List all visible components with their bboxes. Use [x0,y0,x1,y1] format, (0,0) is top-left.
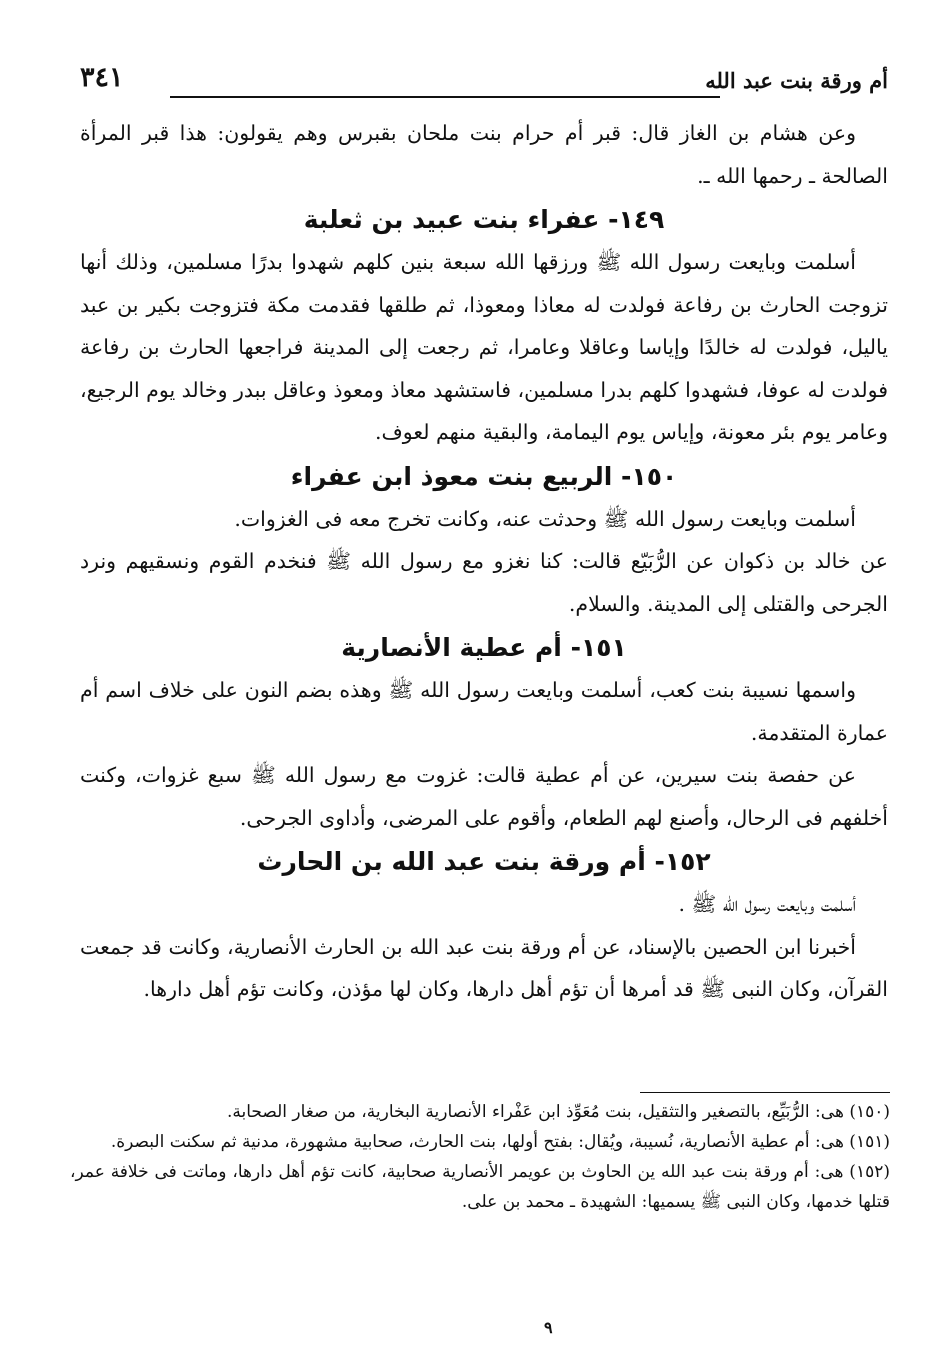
paragraph-151-b: عن حفصة بنت سيرين، عن أم عطية قالت: غزوت مع رسول الله ﷺ سبع غزوات، وكنت أخلفهم فى الرحال، وأصنع لهم الطعام، وأقوم على المرضى، وأداوى الجرحى. [80,763,888,830]
page-header [80,62,888,106]
running-title: أم ورقة بنت عبد الله [705,68,888,93]
main-text [80,112,888,1011]
paragraph-150-a: أسلمت وبايعت رسول الله ﷺ وحدثت عنه، وكانت تخرج معه فى الغزوات. [234,506,856,531]
paragraph-152-a: أسلمت وبايعت رسول الله ﷺ . [678,892,856,916]
section-heading-152: ١٥٢- أم ورقة بنت عبد الله بن الحارث [257,847,711,876]
paragraph-151-a: واسمها نسيبة بنت كعب، أسلمت وبايعت رسول الله ﷺ وهذه بضم النون على خلاف اسم أم عمارة المتقدمة. [80,678,888,745]
footnote-150: (١٥٠) هى: الرُّبَيِّع، بالتصغير والتثقيل، بنت مُعَوِّذ ابن عَفْراء الأنصارية البخارية، من صغار الصحابة. [226,1102,890,1122]
paragraph-hisham: وعن هشام بن الغاز قال: قبر أم حرام بنت ملحان بقبرس وهم يقولون: هذا قبر المرأة الصالحة ـ رحمها الله ـ. [80,121,888,188]
header-rule [170,96,720,98]
footnote-152: (١٥٢) هى: أم ورقة بنت عبد الله ين الحاوث بن عويمر الأنصارية صحابية، كانت تؤم أهل دارها، وماتت فى خلافة عمر، قتلها خدمها، وكان النبى ﷺ يسميها: الشهيدة ـ محمد بن على. [70,1162,890,1212]
folio-mark: ٩ [544,1318,553,1337]
section-heading-151: ١٥١- أم عطية الأنصارية [341,633,627,662]
section-heading-149: ١٤٩- عفراء بنت عبيد بن ثعلبة [303,205,665,234]
footnotes [70,1092,890,1217]
paragraph-150-b: عن خالد بن ذكوان عن الرُّبَيّع قالت: كنا نغزو مع رسول الله ﷺ فنخدم القوم ونسقيهم ونرد الجرحى والقتلى إلى المدينة. والسلام. [80,549,888,616]
page-number: ٣٤١ [80,62,124,93]
footnote-rule [640,1092,890,1093]
section-heading-150: ١٥٠- الربيع بنت معوذ ابن عفراء [290,461,678,491]
footnote-151: (١٥١) هى: أم عطية الأنصارية، نُسيبة، ويُقال: بفتح أولها، بنت الحارث، صحابية مشهورة، مدنية ثم سكنت البصرة. [110,1132,890,1152]
paragraph-149: أسلمت وبايعت رسول الله ﷺ ورزقها الله سبعة بنين كلهم شهدوا بدرًا مسلمين، وذلك أنها تزوجت الحارث بن رفاعة فولدت له معاذا ومعوذا، ثم طلقها فقدمت مكة فتزوجت بكير بن عبد ياليل، فولدت له خالدًا وإياسا وعاقلا وعامرا، ثم رجعت إلى المدينة فراجعها الحارث بن رفاعة فولدت له عوفا، فشهدوا كلهم بدرا مسلمين، فاستشهد معاذ ومعوذ وعاقل ببدر وخالد يوم الرجيع، وعامر يوم بئر معونة، وإياس يوم اليمامة، والبقية منهم لعوف. [80,250,888,444]
paragraph-152-b: أخبرنا ابن الحصين بالإسناد، عن أم ورقة بنت عبد الله بن الحارث الأنصارية، وكانت قد جمعت القرآن، وكان النبى ﷺ قد أمرها أن تؤم أهل دارها، وكان لها مؤذن، وكانت تؤم أهل دارها. [80,934,888,1001]
